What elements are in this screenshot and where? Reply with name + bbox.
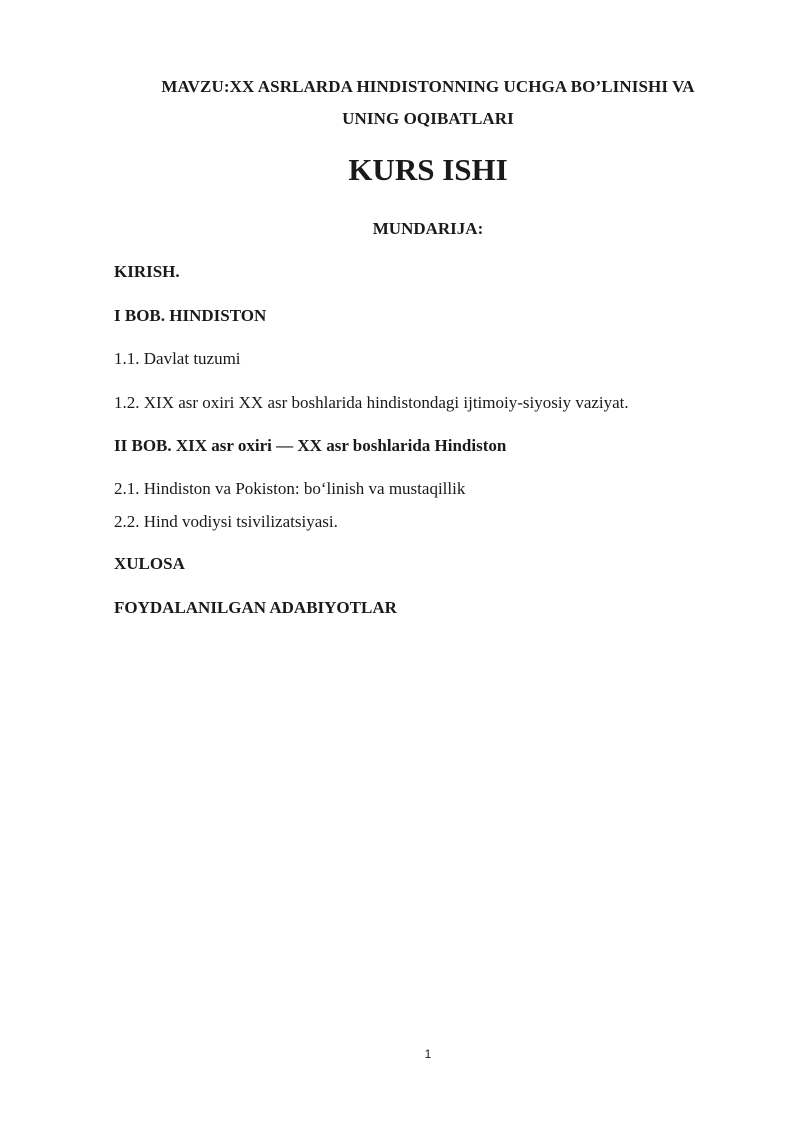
toc-item-chapter-2: II BOB. XIX asr oxiri — XX asr boshlarida Hindiston [114, 436, 507, 455]
toc-heading: MUNDARIJA: [372, 219, 484, 238]
toc-item-section-2-1: 2.1. Hindiston va Pokiston: bo‘linish va mustaqillik [114, 479, 466, 498]
toc-item-chapter-1: I BOB. HINDISTON [114, 306, 267, 325]
main-heading: KURS ISHI [348, 152, 508, 187]
title-line-1: MAVZU:XX ASRLARDA HINDISTONNING UCHGA BO’LINISHI VA [161, 77, 695, 96]
toc-item-section-2-2: 2.2. Hind vodiysi tsivilizatsiyasi. [114, 512, 338, 531]
page-number: 1 [424, 1047, 432, 1061]
title-line-2: UNING OQIBATLARI [342, 109, 514, 128]
toc-item-references: FOYDALANILGAN ADABIYOTLAR [114, 598, 397, 617]
toc-item-section-1-1: 1.1. Davlat tuzumi [114, 349, 241, 368]
toc-item-introduction: KIRISH. [114, 262, 180, 281]
toc-item-section-1-2: 1.2. XIX asr oxiri XX asr boshlarida hindistondagi ijtimoiy-siyosiy vaziyat. [114, 393, 629, 412]
toc-item-conclusion: XULOSA [114, 554, 185, 573]
